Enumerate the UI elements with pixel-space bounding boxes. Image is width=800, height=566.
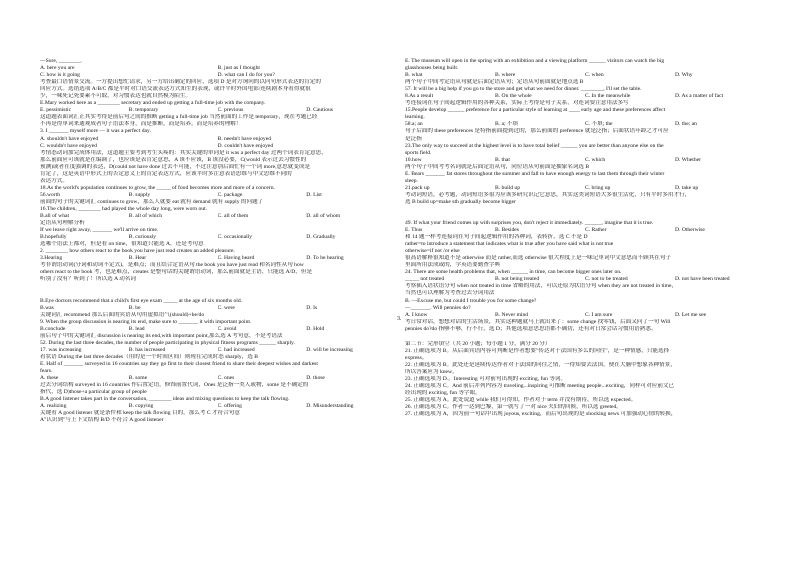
text-line: 49. If what your friend comes up with surprises you, don't reject it immediately. ______, imagine that it is true. — [405, 219, 654, 226]
text-line: 肯定了，这是英语中形式上的否定意义上的肯定表达方式，应该平时多注意表语思维与中文思维不同的 — [40, 170, 292, 177]
answer-option: D. As a matter of fact — [675, 93, 724, 100]
answer-options-row — [40, 326, 395, 333]
answer-option: C. avoid — [217, 325, 237, 332]
text-line: 25. 正确选项为 A。此处说道 while 我们可得知，作者对于 term 并没有期待，所以选 expected。 — [405, 397, 637, 404]
answer-option: B. be — [128, 304, 141, 311]
answer-options-row — [40, 192, 395, 199]
text-line: 预测)或者在度强调的表达，D(could not have done 过去不可能，不过注意别后面忙有一个词 more,意思就变成是 — [40, 163, 311, 170]
answer-option: B. Hear — [128, 255, 147, 262]
answer-option: 10.how — [405, 156, 422, 163]
text-line: 选哪个语法上都对，但是看 on time，很知道只能选 A，还是考句意 — [40, 241, 204, 248]
text-line: 看状语 During the last three decades（用的是一个时间区间）则现在完成时态 sharply，选 B — [40, 353, 258, 360]
answer-options-row — [40, 255, 395, 262]
answer-option: _____ not treated — [405, 276, 445, 283]
text-line: 52. During the last three decades, the number of people participating in physical fitness programs ______ sharply. — [40, 339, 295, 346]
answer-option: D. To be hearing — [306, 255, 344, 262]
answer-option: D. Whether — [675, 156, 701, 163]
answer-options-row — [40, 213, 395, 220]
text-line: 表达方式。 — [40, 177, 68, 184]
spacer — [40, 284, 395, 298]
text-line: 少，一味死记死要素不可取，对习惯表达也就自然模为陌生。 — [40, 93, 192, 100]
answer-option: B.all of what — [40, 213, 70, 220]
answer-options-row — [405, 185, 765, 192]
text-line: —Sure, ________. — [40, 58, 83, 64]
answer-options-row — [405, 121, 765, 128]
answer-option: D. will be increasing — [306, 346, 353, 353]
text-line: 24. There are some health problems that, when ______ in time, can become bigger ones later on. — [405, 269, 622, 276]
text-line: E. Bears _______ fat stores throughout the summer and fall to have enough energy to last them through their winter — [405, 170, 665, 177]
text-line: rather=to introduce a statement that indicates what is true after you have said what is not true — [405, 241, 614, 248]
answer-option: C. 不填; the — [585, 121, 613, 128]
answer-option: B. where — [495, 72, 516, 79]
text-line: 前面的句子的关键词汇 continues to grow，那么人就要 eat 就有 demand 就有 supply 的问题了 — [40, 198, 264, 205]
answer-option: C. previous — [217, 107, 244, 114]
text-line: 很高语解释很知道不是 otherwise 而是 rather,而选 otherwise 很大程度上是一味记单词中文意思而不顾其在句子 — [405, 255, 672, 262]
answer-option: E. pessimistic — [40, 107, 72, 114]
answer-option: 58.a; an — [405, 121, 423, 128]
text-line: 这道题表面词汇正其实考得是前后句之间的推断 getting a full-time job 当然前面的工作是 temporary，现在考题已经 — [40, 114, 318, 121]
text-line: 句子后面的 these preferences 是特指前面提到过的，那么前面的 preference 就是泛指；后面状语年龄之才可应 — [405, 128, 669, 135]
answer-options-row — [405, 227, 765, 234]
text-line: 考连接词在句子间起逻辑作用的各种关系，实际上考得是句子关系，对连词要注意用法多写 — [405, 100, 629, 107]
answer-options-row — [40, 143, 395, 150]
answer-option: C. In the meanwhile — [585, 93, 631, 100]
answer-option: C. all of them — [217, 213, 249, 220]
text-line: E. The museum will open in the spring with an exhibition and a viewing platform ______ visitors can watch the big — [405, 58, 665, 64]
answer-options-row — [405, 72, 765, 79]
text-line: 22. 正确选项为 B。此处还是延续传达作者对于法国的向往之情，一得知要去法国，便在大脑中想象各种情景， — [405, 361, 676, 368]
answer-option: A. these — [40, 375, 59, 382]
text-line: 第二节：完形填空（共 20 小题；每小题 1 分，满分 20 分） — [405, 340, 551, 347]
answer-option: C. were — [217, 304, 235, 311]
answer-option: B. needn't have enjoyed — [217, 135, 272, 142]
answer-option: C. when — [585, 72, 604, 79]
text-line: 57. It will be a big help if you go to the store and get what we need for dinner. ________, I'll set the table. — [405, 86, 642, 93]
answer-option: B. supply — [128, 191, 151, 198]
text-line: 15.People develop ______ preference for a particular style of learning at ____ early age and these preferences affect — [405, 107, 666, 114]
answer-options-row — [40, 234, 395, 241]
answer-options-row — [405, 276, 765, 283]
text-line: 24. 正确选项为 C。And 前后并列内容为 traveling...inspiring 可推断 meeting people...exciting，同样可对应前文已 — [405, 383, 675, 390]
text-line: 经出现的 exciting, fun 等字眼。 — [405, 390, 481, 397]
answer-option: E. Thus — [405, 227, 423, 234]
answer-options-row — [40, 107, 395, 114]
text-line: 前后句子中的关键词汇 discussion is nearing its end,with important point,那么选 A 考句意，不是考语法 — [40, 332, 283, 339]
text-line: pennies do?do 指够不够，行不行，选 D；其他选项意思思语都不确切，还有对日常会话习惯用语熟悉。 — [405, 325, 657, 332]
answer-option: A. shouldn't have enjoyed — [40, 135, 99, 142]
text-line: 考日常对话，想想对话的生活场景，其实这种题就马上就出来了：some change 找零钱，后面又问了一句 Will — [405, 318, 671, 325]
answer-option: D. Is — [306, 304, 318, 311]
text-line: B. —Excuse me, but could I trouble you for some change? — [405, 297, 537, 304]
answer-options-row — [40, 136, 395, 143]
text-line: 指代，选 D)those+a particular group of people — [40, 389, 147, 396]
spacer — [405, 206, 765, 220]
text-line: 23. 正确选项为 D.。Interesting 可对前句出现的 exciting, fun 等词。 — [405, 375, 567, 382]
answer-option: C. package — [217, 191, 243, 198]
answer-option: B. copying — [128, 403, 154, 410]
text-line: If we leave right away, _______ we'll arrive on time. — [40, 227, 159, 234]
text-line: 考察插入语状语分句 when not treated in time 省略的用法，可以还原为状语分句 when they are not treated in time， — [405, 283, 678, 290]
answer-option: B. a; 不填 — [495, 121, 519, 128]
answer-option: B. curiously — [128, 234, 157, 241]
answer-options-row — [40, 65, 395, 72]
text-line: 考动词短语，必考题，动词短语多很为应该多研究识记它意思，其实这类词短语大多很生活化，只有平时多用才行， — [405, 191, 691, 198]
answer-option: D. Misunderstanding — [306, 403, 354, 410]
text-line: 所以答案应为 knew。 — [405, 368, 458, 375]
answer-option: D. the; an — [675, 121, 697, 128]
answer-option: C. had increased — [217, 346, 255, 353]
text-line: 和 14 题一样考连接词在句子间起逻辑作用的各种词，表转折，选 C 不是 D — [405, 234, 588, 241]
text-line: 关键词汇 recommend 那么后面的宾语从句用虚拟语气(should)+be/do — [40, 311, 205, 318]
text-line: fears. — [40, 367, 53, 374]
answer-options-row — [405, 93, 765, 100]
text-line: B.Eye doctors recommend that a child's first eye exam _____ at the age of six months old. — [40, 297, 243, 304]
answer-option: B. temporary — [128, 107, 159, 114]
answer-option: D. Otherwise — [675, 227, 705, 234]
text-line: 里面所用法成或的，学英语要勤查字典 — [405, 262, 501, 269]
answer-option: C. which — [585, 156, 606, 163]
answer-option: C. Having heard — [217, 255, 255, 262]
text-line: 关键看 A good listener 就是条件和 keep the talk flowing 目的，那么考 C 才符合句意 — [40, 410, 240, 417]
text-line: 不再是得单词来通观成者句子语法本身，而是推断，而是培养。而是培养的理解！ — [40, 121, 242, 128]
answer-options-row — [40, 72, 395, 79]
answer-option: 17. was increasing — [40, 346, 82, 353]
text-line: 定语从句理解分析 — [40, 220, 85, 227]
answer-option: D. all of whom — [306, 213, 341, 220]
text-line: 21. 正确选项为 B。从后面宾语内容可判断是作者想要"传达对于法国有多么的向往"，是一种情感，只能选择 — [405, 347, 670, 354]
text-line: 2. ________ how others react to the book you have just read creates an added pleasure. — [40, 248, 235, 255]
answer-option: B. all of which — [128, 213, 162, 220]
answer-option: D. Hold — [306, 325, 325, 332]
answer-options-row — [405, 157, 765, 164]
text-line: 26. 正确选项为 C。作者一达到巴黎，第一就写了一对 nice 夫妇的回候，所以选 greeted。 — [405, 404, 622, 411]
answer-option: B. lead — [128, 325, 145, 332]
text-line: 两个句子中间考考名词就是后面定语从句，同位语从句前面是抽象名词选 B — [405, 163, 590, 170]
answer-option: B. has increased — [128, 346, 166, 353]
answer-option: B. what — [405, 72, 423, 79]
answer-options-row — [40, 347, 395, 354]
text-line: 9. When the group discussion is nearing its end, make sure to _______ it with important point. — [40, 318, 252, 325]
text-line: 过去分词结构 surveyed in 16 countries 作后置定语，修饰前置代词，Ones 是泛指一类人或物，some 是不确定的 — [40, 382, 309, 389]
answer-option: C. I am sure — [585, 311, 613, 318]
answer-option: D. those — [306, 375, 325, 382]
answer-option: A. here you are — [40, 65, 75, 72]
text-line: sleep. — [405, 177, 418, 184]
answer-option: B. some — [128, 375, 148, 382]
text-line: 回应方式。选错选项 A/B/C 都是平时对口语交流表达方式知生的表现，或许平时外国电影/连续剧本身看得就很 — [40, 86, 311, 93]
answer-option: C. occasionally — [217, 234, 252, 241]
answer-option: 21.pack up — [405, 184, 430, 191]
answer-option: D. couldn't have enjoyed — [217, 142, 274, 149]
answer-option: D. Why — [675, 72, 693, 79]
answer-option: C. not to be treated — [585, 276, 628, 283]
answer-option: 3.Hearing — [40, 255, 63, 262]
answer-option: C. how is it going — [40, 72, 80, 79]
text-line: 考非谓语动词(分词和动词不定式)，是难点；而且结合定语从句 the book you have just read 和名词性从句 how — [40, 262, 304, 269]
text-line: learning. — [405, 114, 425, 121]
right-column — [405, 58, 765, 418]
spacer — [405, 333, 765, 341]
answer-option: C. ones — [217, 375, 235, 382]
answer-option: B. not being treated — [495, 276, 540, 283]
text-line: 3. I _______ myself more — it was a perfect day. — [40, 128, 151, 135]
text-line: 那么前面应可该就是在编调了，也应该是表肯定意思，A 该不应该，B 该没必要，C(would 表示过去习惯性的 — [40, 156, 307, 163]
answer-option: B.hopefully — [40, 234, 67, 241]
answer-option: D. what can I do for you? — [217, 72, 275, 79]
answer-option: B. Never mind — [495, 311, 529, 318]
text-line: glasshouses being built. — [405, 65, 459, 72]
text-line: 23.The only way to succeed at the highest level is to have total belief ______ you are better than anyone else on the — [405, 142, 664, 149]
text-line: 考查最口语情景交流。一方提出想忙请求，另一方给出确定的回应，选项 D 是对方询问的以问句形式表达的肯定的 — [40, 79, 321, 86]
text-line: 选 B build up=make sth gradually become bigger — [405, 198, 516, 205]
answer-option: B.was — [40, 304, 54, 311]
text-line: sports field. — [405, 149, 432, 156]
answer-option: 56.worth — [40, 191, 61, 198]
answer-option: C. Rather — [585, 227, 607, 234]
answer-options-row — [405, 312, 765, 319]
answer-option: B.conclude — [40, 325, 66, 332]
text-line: 27. 正确选项为 A，因为前一句话中出现 joyous, exciting，而后句出现的是 shocking news 可加强动心情的转换， — [405, 411, 677, 418]
text-line: 16.The children, ________ had played the whole day long, were worn out. — [40, 205, 207, 212]
text-line: 两个句子中间考定语从句就是后面定语从句；定语从句前面就是地点选 B — [405, 79, 584, 86]
answer-option: D. not have been treated — [675, 276, 730, 283]
text-line: B.A good listener takes part in the conversation, ________ ideas and mixing questions to keep the talk flowing. — [40, 396, 290, 403]
text-line: otherwise=if not /or else — [405, 248, 460, 255]
answer-option: B. just as I thought — [217, 65, 260, 72]
text-line: E. Half of _______ surveyed in 16 countries say they go first to their closest friend to share their deepest wishes and darkest — [40, 360, 318, 367]
answer-option: C. offering — [217, 403, 242, 410]
text-line: others react to the book 考，也是难点，creates 是整句话的关键谓语动词，那么前面就是主语，只能选 A/D，但是 — [40, 269, 313, 276]
answer-option: C. bring up — [585, 184, 611, 191]
text-line: E.Mary worked here as a ________ secretary and ended up getting a full-time job with the company. — [40, 100, 266, 107]
answer-option: C. wouldn't have enjoyed — [40, 142, 97, 149]
answer-option: D. Let me see — [675, 311, 707, 318]
answer-options-row — [40, 375, 395, 382]
answer-option: 8.As a result — [405, 93, 434, 100]
text-line: 考情态动词加完成体用法，这道题主要考到考生头疼的：其实关键的单词是 it was a perfect day 过两个词表肯定意思， — [40, 149, 327, 156]
answer-option: A. realizing — [40, 403, 67, 410]
answer-option: B. that — [495, 156, 510, 163]
text-line: express。 — [405, 354, 428, 361]
answer-options-row — [40, 403, 395, 410]
text-line: 是泛指 — [405, 135, 422, 142]
text-line: 当然也可以理解为考查过去分词用法 — [405, 290, 495, 297]
text-line: 听别了没有？听到了！所以选 A 动名词 — [40, 276, 137, 283]
text-line: 18.As the world's population continues to grow, the _____ of food becomes more and more of a concern. — [40, 184, 275, 191]
answer-option: D. List — [306, 191, 322, 198]
text-line: A"认识到"与上下文结构 B/D 不符合 A good listener — [40, 417, 164, 424]
answer-option: D. Gradually — [306, 234, 336, 241]
answer-option: D. Cautious — [306, 107, 333, 114]
answer-option: B. build up — [495, 184, 521, 191]
text-line: —_______. Will pennies do? — [405, 304, 471, 311]
answer-option: A. I know — [405, 311, 428, 318]
answer-options-row — [40, 305, 395, 312]
answer-option: B. On the whole — [495, 93, 532, 100]
answer-option: B. Besides — [495, 227, 519, 234]
left-column — [40, 58, 395, 424]
answer-option: D. take up — [675, 184, 699, 191]
page-separator-number: 3. — [397, 316, 402, 322]
